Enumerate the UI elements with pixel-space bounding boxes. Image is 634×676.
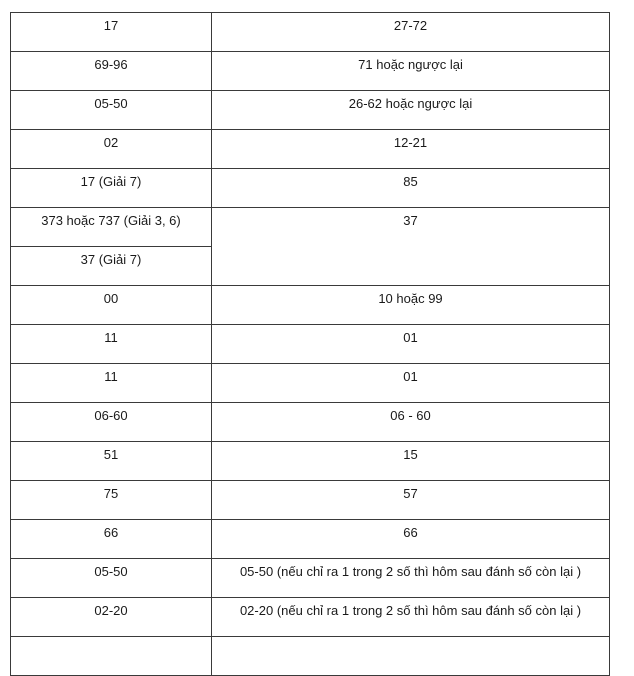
right-cell: 10 hoặc 99: [212, 286, 610, 325]
table-row: [11, 52, 610, 91]
table-row: [11, 91, 610, 130]
left-cell: 11: [11, 325, 212, 364]
table-row: [11, 481, 610, 520]
left-cell: 69-96: [11, 52, 212, 91]
left-cell: 17 (Giải 7): [11, 169, 212, 208]
left-cell: 75: [11, 481, 212, 520]
right-cell: 26-62 hoặc ngược lại: [212, 91, 610, 130]
left-cell: 00: [11, 286, 212, 325]
table-row: [11, 442, 610, 481]
lottery-number-table: [10, 12, 610, 676]
right-cell: [212, 637, 610, 676]
right-cell: 71 hoặc ngược lại: [212, 52, 610, 91]
table-row: [11, 520, 610, 559]
right-cell: 02-20 (nếu chỉ ra 1 trong 2 số thì hôm sau đánh số còn lại ): [212, 598, 610, 637]
table-row: [11, 559, 610, 598]
right-cell: 85: [212, 169, 610, 208]
left-cell: 66: [11, 520, 212, 559]
right-cell: 05-50 (nếu chỉ ra 1 trong 2 số thì hôm sau đánh số còn lại ): [212, 559, 610, 598]
left-cell: 06-60: [11, 403, 212, 442]
table-row: [11, 286, 610, 325]
right-cell: 15: [212, 442, 610, 481]
lottery-number-table-container: [10, 12, 609, 676]
table-row: [11, 208, 610, 247]
table-row-partial: [11, 637, 610, 676]
right-cell: 12-21: [212, 130, 610, 169]
left-cell: 37 (Giải 7): [11, 247, 212, 286]
table-row: [11, 130, 610, 169]
table-row: [11, 325, 610, 364]
left-cell: [11, 637, 212, 676]
table-row: [11, 169, 610, 208]
right-cell: 66: [212, 520, 610, 559]
table-row: [11, 364, 610, 403]
left-cell: 373 hoặc 737 (Giải 3, 6): [11, 208, 212, 247]
left-cell: 02: [11, 130, 212, 169]
right-cell-merged: 37: [212, 208, 610, 286]
table-row: [11, 403, 610, 442]
left-cell: 05-50: [11, 559, 212, 598]
right-cell: 01: [212, 364, 610, 403]
left-cell: 17: [11, 13, 212, 52]
table-row: [11, 13, 610, 52]
left-cell: 11: [11, 364, 212, 403]
right-cell: 57: [212, 481, 610, 520]
table-row: [11, 598, 610, 637]
right-cell: 01: [212, 325, 610, 364]
left-cell: 51: [11, 442, 212, 481]
right-cell: 27-72: [212, 13, 610, 52]
left-cell: 02-20: [11, 598, 212, 637]
left-cell: 05-50: [11, 91, 212, 130]
right-cell: 06 - 60: [212, 403, 610, 442]
